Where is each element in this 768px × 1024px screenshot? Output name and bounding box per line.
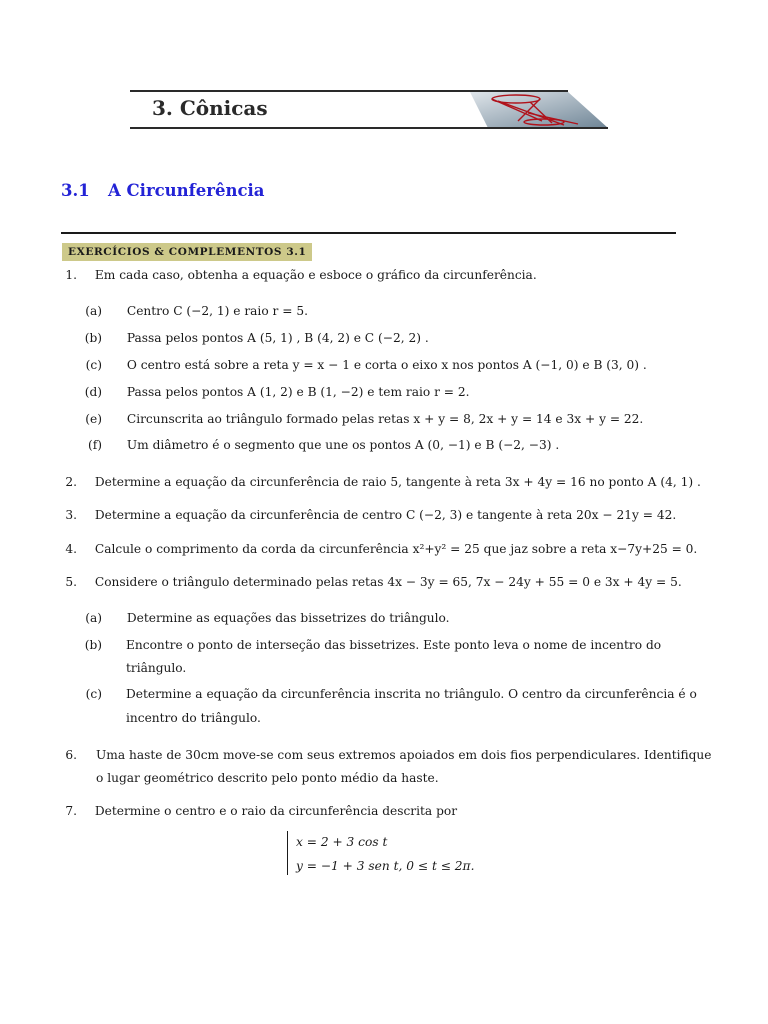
item-text: Circunscrita ao triângulo formado pelas retas x + y = 8, 2x + y = 14 e 3x + y = 22. <box>126 412 644 426</box>
item-label: (c) <box>85 687 102 701</box>
exercise-5b-line2: triângulo. <box>126 661 187 675</box>
item-text: Determine a equação da circunferência de centro C (−2, 3) e tangente à reta 20x − 21y = 42. <box>94 508 677 522</box>
section-name: A Circunferência <box>108 181 265 200</box>
exercise-6-line2: o lugar geométrico descrito pelo ponto médio da haste. <box>96 771 439 785</box>
item-number: 7. <box>65 804 77 818</box>
exercise-1d <box>80 384 470 400</box>
exercise-1c <box>80 357 647 373</box>
exercise-7 <box>63 803 457 819</box>
equation-y: y = −1 + 3 sen t, 0 ≤ t ≤ 2π. <box>296 859 475 873</box>
chapter-rule-bottom <box>130 127 608 129</box>
item-number: 1. <box>65 268 77 282</box>
item-label: (e) <box>85 412 102 426</box>
item-text: O centro está sobre a reta y = x − 1 e corta o eixo x nos pontos A (−1, 0) e B (3, 0) . <box>126 358 647 372</box>
exercise-1f <box>80 437 559 453</box>
item-number: 3. <box>65 508 77 522</box>
item-text: Determine o centro e o raio da circunferência descrita por <box>94 804 458 818</box>
item-text: Passa pelos pontos A (5, 1) , B (4, 2) e C (−2, 2) . <box>126 331 429 345</box>
exercise-5c-line1: Determine a equação da circunferência inscrita no triângulo. O centro da circunferência é o <box>126 687 697 701</box>
exercise-6-line1: Uma haste de 30cm move-se com seus extremos apoiados em dois fios perpendiculares. Identifique <box>96 748 712 762</box>
exercises-badge: EXERCÍCIOS & COMPLEMENTOS 3.1 <box>62 243 312 261</box>
item-number: 2. <box>65 475 77 489</box>
exercise-1e <box>80 411 643 427</box>
item-text: Considere o triângulo determinado pelas retas 4x − 3y = 65, 7x − 24y + 55 = 0 e 3x + 4y = 5. <box>94 575 682 589</box>
system-bar <box>287 831 288 875</box>
item-label: (b) <box>84 638 102 652</box>
exercise-5c <box>80 686 102 702</box>
item-label: (b) <box>84 331 102 345</box>
item-text: Calcule o comprimento da corda da circunferência x²+y² = 25 que jaz sobre a reta x−7y+25 = 0. <box>94 542 698 556</box>
item-label: (f) <box>87 438 102 452</box>
item-number: 4. <box>65 542 77 556</box>
item-label: (a) <box>85 611 102 625</box>
section-number: 3.1 <box>61 181 90 200</box>
item-label: (d) <box>84 385 102 399</box>
item-number: 5. <box>65 575 77 589</box>
exercise-5b-line1: Encontre o ponto de interseção das bissetrizes. Este ponto leva o nome de incentro do <box>126 638 662 652</box>
exercise-5b <box>80 637 102 653</box>
cone-emblem-icon <box>468 91 610 129</box>
item-number: 6. <box>65 748 77 762</box>
exercise-1 <box>63 267 537 283</box>
item-text: Centro C (−2, 1) e raio r = 5. <box>126 304 308 318</box>
exercise-5c-line2: incentro do triângulo. <box>126 711 261 725</box>
exercise-5 <box>63 574 682 590</box>
section-rule <box>61 232 676 234</box>
exercise-1b <box>80 330 429 346</box>
exercise-5a <box>80 610 450 626</box>
item-text: Determine as equações das bissetrizes do triângulo. <box>126 611 450 625</box>
section-title <box>61 181 264 200</box>
equation-x: x = 2 + 3 cos t <box>296 835 388 849</box>
item-text: Em cada caso, obtenha a equação e esboce o gráfico da circunferência. <box>94 268 537 282</box>
exercise-3 <box>63 507 676 523</box>
item-label: (c) <box>85 358 102 372</box>
exercise-2 <box>63 474 701 490</box>
item-text: Passa pelos pontos A (1, 2) e B (1, −2) e tem raio r = 2. <box>126 385 470 399</box>
exercise-6 <box>63 747 77 763</box>
item-text: Um diâmetro é o segmento que une os pontos A (0, −1) e B (−2, −3) . <box>126 438 560 452</box>
exercise-1a <box>80 303 308 319</box>
item-text: Determine a equação da circunferência de raio 5, tangente à reta 3x + 4y = 16 no ponto A (4, 1) . <box>94 475 701 489</box>
exercise-4 <box>63 541 697 557</box>
chapter-title: 3. Cônicas <box>152 96 268 120</box>
item-label: (a) <box>85 304 102 318</box>
